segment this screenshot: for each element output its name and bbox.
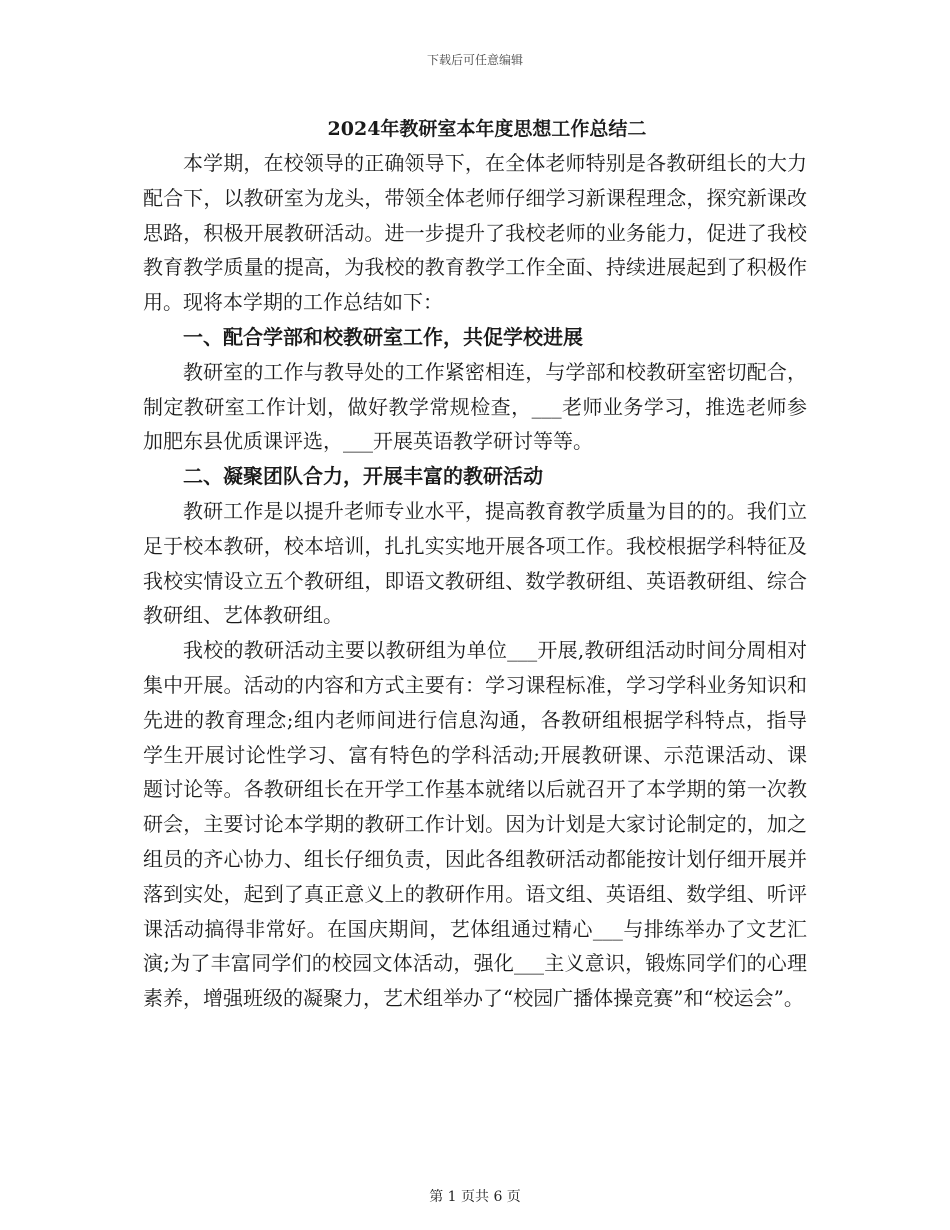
- document-body: [143, 112, 807, 1016]
- body-paragraph: 教研工作是以提升老师专业水平，提高教育教学质量为目的的。我们立足于校本教研，校本培训，扎扎实实地开展各项工作。我校根据学科特征及我校实情设立五个教研组，即语文教研组、数学教研组、英语教研组、综合教研组、艺体教研组。: [143, 498, 807, 628]
- body-paragraph: 本学期，在校领导的正确领导下，在全体老师特别是各教研组长的大力配合下，以教研室为龙头，带领全体老师仔细学习新课程理念，探究新课改思路，积极开展教研活动。进一步提升了我校老师的业务能力，促进了我校教育教学质量的提高，为我校的教育教学工作全面、持续进展起到了积极作用。现将本学期的工作总结如下：: [143, 151, 807, 315]
- body-paragraph: 我校的教研活动主要以教研组为单位___开展,教研组活动时间分周相对集中开展。活动的内容和方式主要有：学习课程标准，学习学科业务知识和先进的教育理念;组内老师间进行信息沟通，各教研组根据学科特点，指导学生开展讨论性学习、富有特色的学科活动;开展教研课、示范课活动、课题讨论等。各教研组长在开学工作基本就绪以后就召开了本学期的第一次教研会，主要讨论本学期的教研工作计划。因为计划是大家讨论制定的，加之组员的齐心协力、组长仔细负责，因此各组教研活动都能按计划仔细开展并落到实处，起到了真正意义上的教研作用。语文组、英语组、数学组、听评课活动搞得非常好。在国庆期间，艺体组通过精心___与排练举办了文艺汇演;为了丰富同学们的校园文体活动，强化___主义意识，锻炼同学们的心理素养，增强班级的凝聚力，艺术组举办了“校园广播体操竞赛”和“校运会”。: [143, 638, 807, 1011]
- section-heading: 二、凝聚团队合力，开展丰富的教研活动: [183, 464, 543, 489]
- document-title: 2024年教研室本年度思想工作总结二: [327, 118, 647, 140]
- section-heading: 一、配合学部和校教研室工作，共促学校进展: [183, 324, 583, 349]
- body-paragraph: 教研室的工作与教导处的工作紧密相连，与学部和校教研室密切配合，制定教研室工作计划，做好教学常规检查，___老师业务学习，推选老师参加肥东县优质课评选，___开展英语教学研讨等等。: [143, 359, 807, 454]
- header-note: 下载后可任意编辑: [426, 53, 523, 67]
- page-footer: 第 1 页共 6 页: [429, 1189, 521, 1205]
- paragraph-list: [143, 146, 807, 1016]
